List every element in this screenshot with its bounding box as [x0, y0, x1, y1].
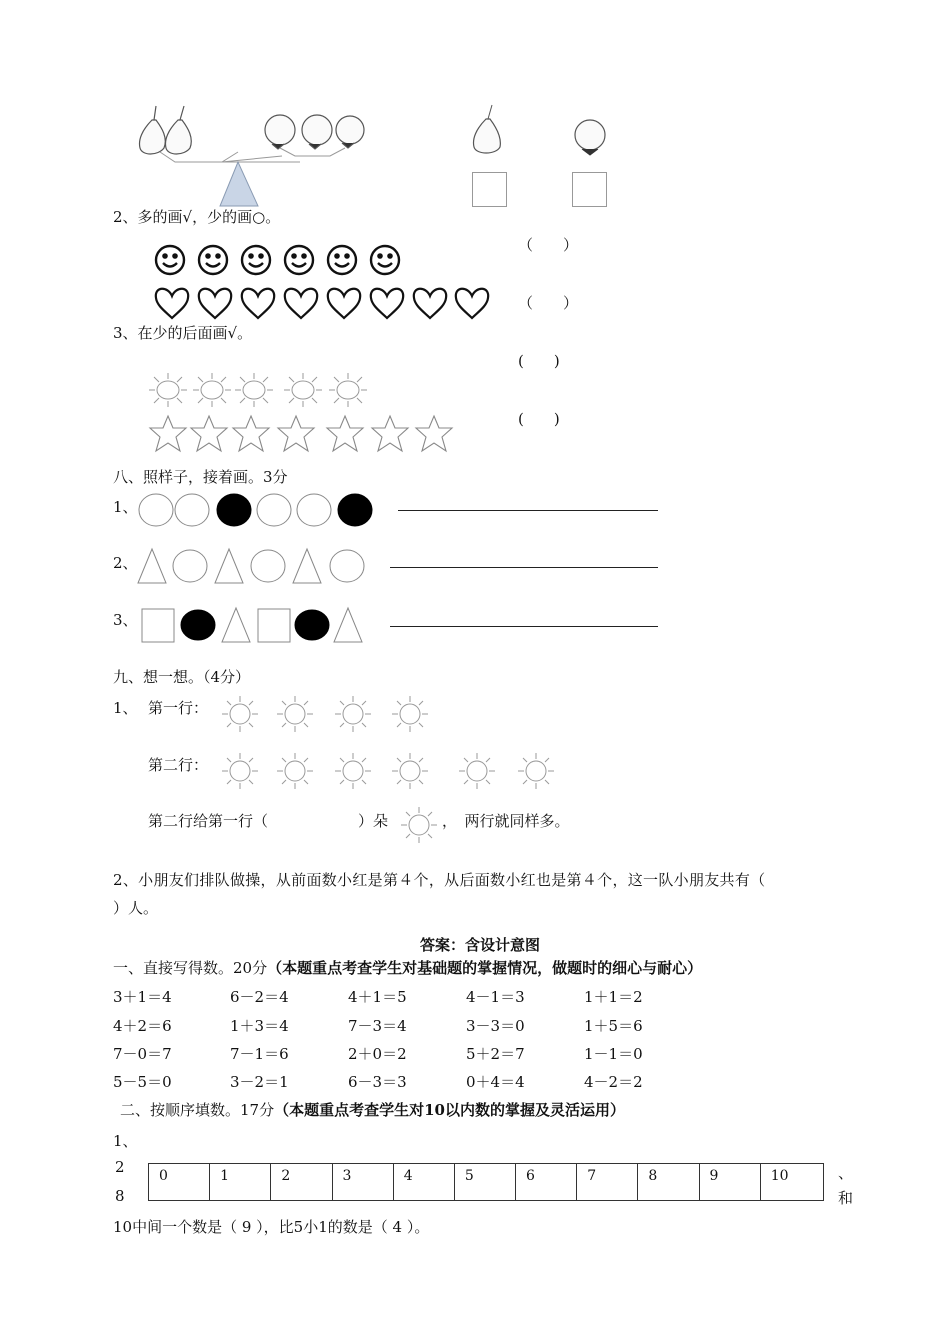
section-2-title-text: 二、按顺序填数。17分 — [120, 1101, 275, 1119]
equation-answer: 3－3＝0 — [466, 1017, 525, 1035]
pattern-row-1 — [138, 492, 378, 528]
item-number: 1、 — [113, 699, 138, 717]
answer-line[interactable] — [390, 567, 658, 568]
answer-paren[interactable]: （ ） — [518, 294, 579, 312]
equation-answer: 1＋1＝2 — [584, 988, 643, 1006]
sun-icon — [398, 805, 440, 845]
equation-answer: 7－3＝4 — [348, 1017, 407, 1035]
number-cell: 6 — [516, 1164, 577, 1201]
equation-answer: 5－5＝0 — [113, 1073, 172, 1091]
answers-section-2-title — [120, 1099, 625, 1120]
answer-line[interactable] — [390, 626, 658, 627]
pattern-row-2 — [136, 546, 372, 586]
number-cell: 7 — [577, 1164, 638, 1201]
answers-last-line: 10中间一个数是（ 9 ），比5小1的数是（ 4 ）。 — [113, 1218, 430, 1236]
question-3-label: 3、在少的后面画√。 — [113, 324, 253, 342]
row-1-label: 第一行： — [148, 699, 209, 717]
answers-title: 答案：含设计意图 — [420, 936, 541, 954]
side-label: 2 — [115, 1158, 125, 1176]
answer-paren[interactable]: ( ) — [518, 352, 560, 370]
equation-answer: 5＋2＝7 — [466, 1045, 525, 1063]
number-sequence-table — [148, 1163, 824, 1201]
smiley-row — [152, 242, 412, 278]
give-text-c: ， 两行就同样多。 — [442, 812, 570, 830]
section-2-note: （本题重点考查学生对10以内数的掌握及灵活运用） — [274, 1101, 625, 1119]
equation-answer: 4＋2＝6 — [113, 1017, 172, 1035]
side-label: 、 — [838, 1164, 854, 1182]
equation-answer: 7－0＝7 — [113, 1045, 172, 1063]
question-9-2-line2: ）人。 — [113, 899, 159, 917]
number-cell: 2 — [271, 1164, 332, 1201]
answer-line[interactable] — [398, 510, 658, 511]
section-1-note: （本题重点考查学生对基础题的掌握情况，做题时的细心与耐心） — [267, 959, 703, 977]
item-number: 2、 — [113, 554, 138, 572]
equation-answer: 3＋1＝4 — [113, 988, 172, 1006]
number-cell: 9 — [699, 1164, 760, 1201]
equation-answer: 1＋5＝6 — [584, 1017, 643, 1035]
number-cell: 10 — [760, 1164, 823, 1201]
side-label: 和 — [838, 1189, 854, 1207]
equation-answer: 3－2＝1 — [230, 1073, 289, 1091]
section-1-title-text: 一、直接写得数。20分 — [113, 959, 268, 977]
pear-icon — [468, 103, 506, 159]
row-2-label: 第二行： — [148, 756, 209, 774]
equation-answer: 6－3＝3 — [348, 1073, 407, 1091]
equation-answer: 4－2＝2 — [584, 1073, 643, 1091]
pattern-row-3 — [140, 604, 370, 644]
heart-row — [152, 286, 492, 322]
answer-paren[interactable]: （ ） — [518, 236, 579, 254]
section-9-title: 九、想一想。（4分） — [113, 668, 251, 686]
equation-answer: 1＋3＝4 — [230, 1017, 289, 1035]
sun-row-second — [216, 751, 561, 791]
table-row — [149, 1164, 824, 1201]
number-cell: 0 — [149, 1164, 210, 1201]
number-cell: 4 — [393, 1164, 454, 1201]
equation-answer: 0＋4＝4 — [466, 1073, 525, 1091]
equation-answer: 1－1＝0 — [584, 1045, 643, 1063]
sun-row — [146, 372, 376, 408]
item-number: 3、 — [113, 611, 138, 629]
equation-answer: 2＋0＝2 — [348, 1045, 407, 1063]
equation-answer: 4－1＝3 — [466, 988, 525, 1006]
answer-paren[interactable]: ( ) — [518, 410, 560, 428]
equation-answer: 6－2＝4 — [230, 988, 289, 1006]
question-9-2-line1: 2、小朋友们排队做操，从前面数小红是第４个，从后面数小红也是第４个，这一队小朋友共有（ — [113, 871, 766, 889]
number-cell: 3 — [332, 1164, 393, 1201]
give-text-b: ）朵 — [358, 812, 389, 830]
number-cell: 1 — [210, 1164, 271, 1201]
side-label: 8 — [115, 1187, 125, 1205]
star-row — [146, 413, 456, 453]
section-8-title: 八、照样子，接着画。3分 — [113, 468, 288, 486]
item-number: 1、 — [113, 498, 138, 516]
answer-box[interactable] — [572, 172, 607, 207]
number-cell: 5 — [454, 1164, 515, 1201]
answers-section-1-title — [113, 957, 702, 978]
equation-answer: 7－1＝6 — [230, 1045, 289, 1063]
answer-box[interactable] — [472, 172, 507, 207]
number-cell: 8 — [638, 1164, 699, 1201]
item-number: 1、 — [113, 1132, 138, 1150]
balance-scale-illustration — [130, 100, 380, 210]
question-2-label: 2、多的画√，少的画○。 — [113, 208, 281, 226]
sun-row-first — [216, 694, 436, 734]
equation-answer: 4＋1＝5 — [348, 988, 407, 1006]
peach-icon — [570, 115, 610, 161]
give-text-a: 第二行给第一行（ — [148, 812, 269, 830]
